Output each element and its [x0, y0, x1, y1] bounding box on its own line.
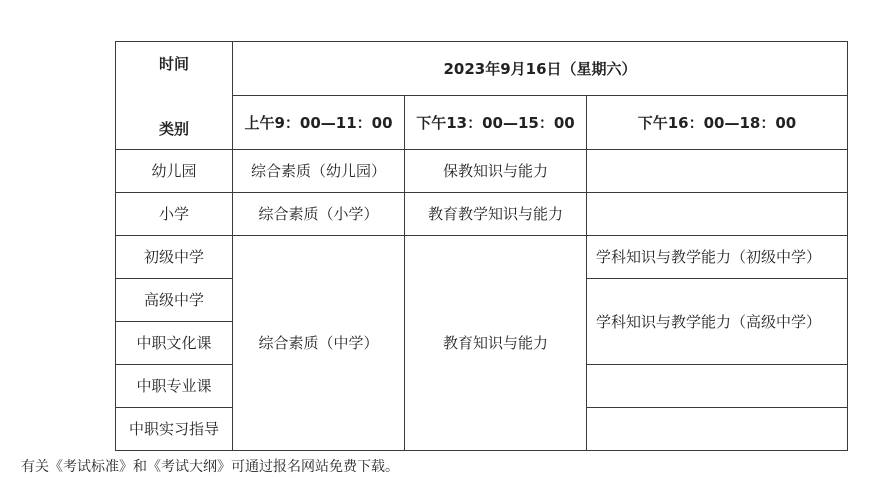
subject-cell: 学科知识与教学能力（初级中学） [587, 236, 848, 279]
subject-cell [587, 150, 848, 193]
header-corner-cell [116, 42, 233, 150]
subject-cell: 综合素质（小学） [233, 193, 405, 236]
subject-cell-merged: 综合素质（中学） [233, 236, 405, 451]
slot-afternoon1-header: 下午13：00—15：00 [405, 96, 587, 150]
subject-cell: 学科知识与教学能力（高级中学） [587, 279, 848, 365]
download-note: 有关《考试标准》和《考试大纲》可通过报名网站免费下载。 [21, 459, 399, 475]
subject-cell [587, 193, 848, 236]
subject-cell [587, 365, 848, 408]
subject-cell-merged: 教育知识与能力 [405, 236, 587, 451]
header-category-label: 类别 [158, 120, 189, 138]
table-row [116, 236, 848, 279]
subject-cell: 保教知识与能力 [405, 150, 587, 193]
exam-schedule-table [115, 41, 848, 451]
subject-cell: 教育教学知识与能力 [405, 193, 587, 236]
subject-cell: 综合素质（幼儿园） [233, 150, 405, 193]
category-cell: 幼儿园 [116, 150, 233, 193]
category-cell: 中职实习指导 [116, 408, 233, 451]
exam-date-header: 2023年9月16日（星期六） [233, 42, 848, 96]
category-cell: 高级中学 [116, 279, 233, 322]
table-row [116, 193, 848, 236]
category-cell: 初级中学 [116, 236, 233, 279]
slot-afternoon2-header: 下午16：00—18：00 [587, 96, 848, 150]
header-time-label: 时间 [158, 55, 189, 73]
category-cell: 中职专业课 [116, 365, 233, 408]
category-cell: 小学 [116, 193, 233, 236]
table-row [116, 150, 848, 193]
category-cell: 中职文化课 [116, 322, 233, 365]
subject-cell [587, 408, 848, 451]
slot-morning-header: 上午9：00—11：00 [233, 96, 405, 150]
